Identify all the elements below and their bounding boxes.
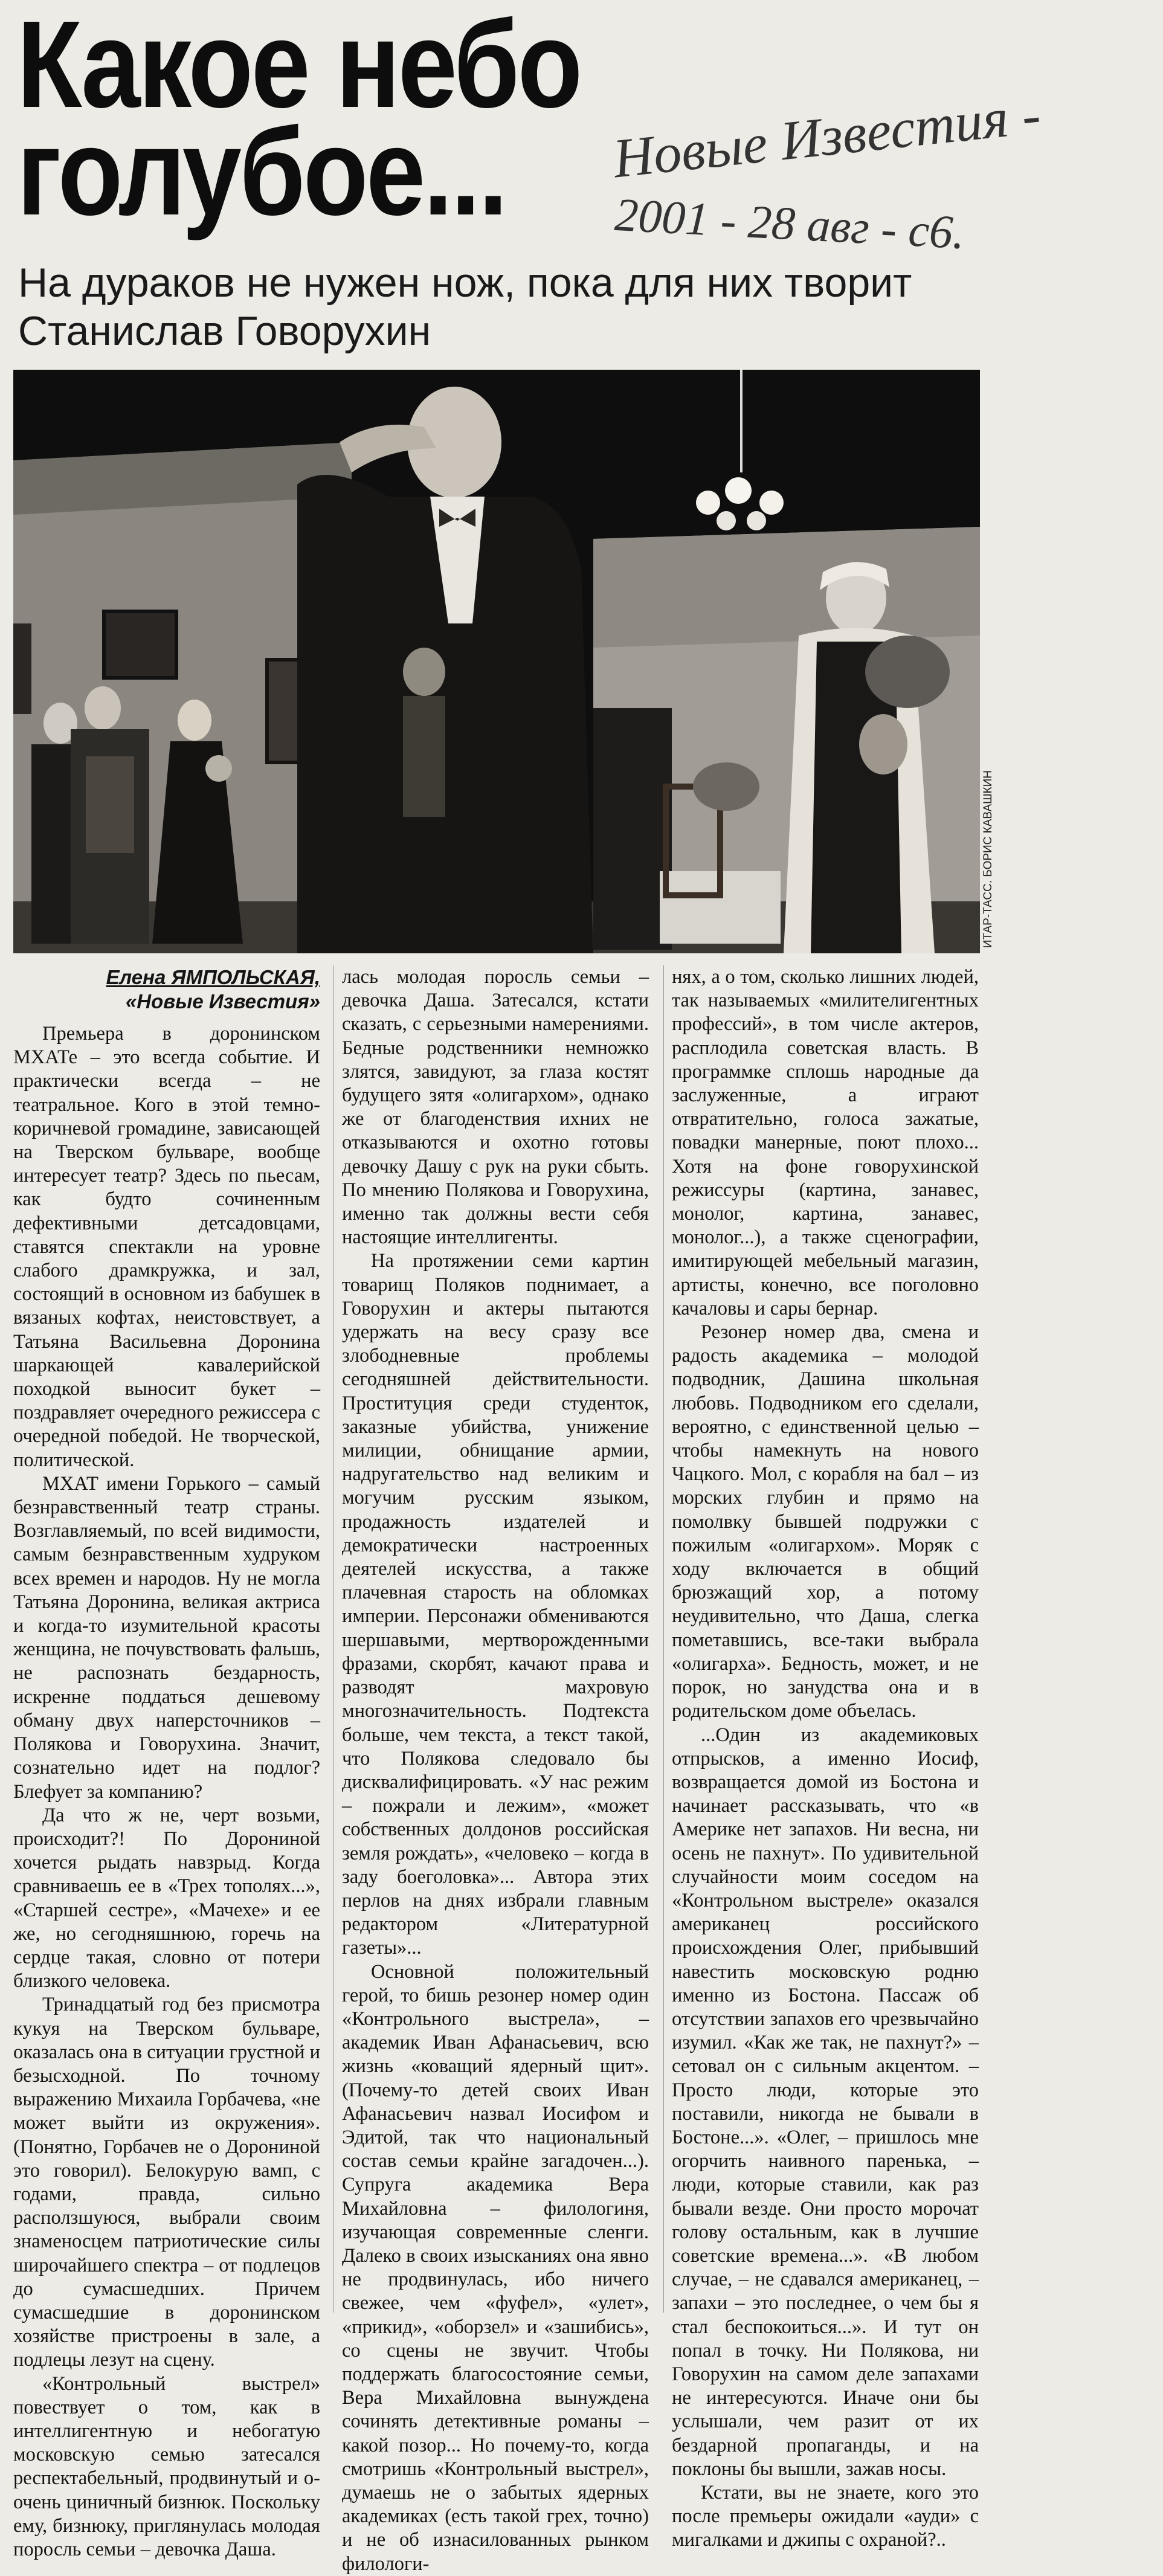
paragraph: «Контрольный выстрел» повествует о том, как в интеллигентную и небогатую московскую семью затесался респектабельный, продвинутый и о-очень циничный бизнюк. Поскольку ему, бизнюку, приглянулась молодая поросль семьи – девочка Даша. (13, 2372, 320, 2560)
paragraph: Да что ж не, черт возьми, происходит?! По Дорониной хочется рыдать навзрыд. Когда сравниваешь ее в «Трех тополях...», «Старшей сестре», «Мачехе» и ее же, но сегодняшнюю, горечь на сердце такая, словно от потери близкого человека. (13, 1804, 320, 1992)
handwritten-note-line-1: Новые Известия - (610, 83, 1044, 190)
subheadline (18, 259, 961, 355)
paragraph: Кстати, вы не знаете, кого это после премьеры ожидали «ауди» с мигалками и джипы с охраной?.. (672, 2482, 979, 2551)
photo-credit (982, 752, 1163, 948)
paragraph: лась молодая поросль семьи – девочка Даша. Затесался, кстати сказать, с серьезными намерениями. Бедные родственники немножко злятся, завидуют, за глаза костят будущего зятя «олигархом», однако же от благоденствия ихних не отказываются и охотно готовы девочку Дашу с рук на руки сбыть. По мнению Полякова и Говорухина, именно так должны вести себя настоящие интеллигенты. (342, 966, 649, 1249)
column-divider (333, 965, 334, 2313)
byline-outlet: «Новые Известия» (125, 990, 320, 1013)
paragraph: ...Один из академиковых отпрысков, а именно Иосиф, возвращается домой из Бостона и начинает рассказывать, что «в Америке нет запахов. Ни весна, ни осень не пахнут». По удивительной случайности моим соседом на «Контрольном выстреле» оказался американец российского происхождения Олег, прибывший навестить московскую родню именно из Бостона. Пассаж об отсутствии запахов его чрезвычайно изумил. «Как же так, не пахнут?» – сетовал он с сильным акцентом. – Просто люди, которые это поставили, никогда не бывали в Бостоне...». «Олег, – пришлось мне огорчить наивного паренька, – люди, которые ставили, как раз бывали везде. Они просто морочат голову остальным, как в лучшие советские времена...». «В любом случае, – не сдавался американец, – запахи – это последнее, о чем бы я стал беспокоиться...». И тут он попал в точку. Ни Полякова, ни Говорухин на самом деле запахами не интересуются. Иначе они бы услышали, чем разит от их бездарной пропаганды, и на поклоны бы вышли, зажав носы. (672, 1724, 979, 2480)
subheadline-line-2: Станислав Говорухин (18, 308, 431, 354)
byline (13, 965, 320, 1014)
photo-credit-text: ИТАР-ТАСС. БОРИС КАВАШКИН (982, 770, 994, 948)
stage-photo-illustration (13, 370, 980, 953)
article-column-1 (13, 965, 320, 2560)
subheadline-line-1: На дураков не нужен нож, пока для них творит (18, 260, 912, 306)
paragraph: Основной положительный герой, то бишь резонер номер один «Контрольного выстрела», – академик Иван Афанасьевич, всю жизнь «коващий ядерный щит». (Почему-то детей своих Иван Афанасьевич назвал Иосифом и Эдитой, так что национальный состав семьи крайне загадочен...). Супруга академика Вера Михайловна – филологиня, изучающая современные сленги. Далеко в своих изысканиях она явно не продвинулась, ибо ничего свежее, чем «фуфел», «улет», «прикид», «оборзел» и «зашибись», со сцены не звучит. Чтобы поддержать благосостояние семьи, Вера Михайловна вынуждена сочинять детективные романы – какой позор... Но почему-то, когда смотришь «Контрольный выстрел», думаешь не о забытых ядерных академиках (есть такой грех, точно) и не об изнасилованных рынком филологи- (342, 1960, 649, 2575)
stage-photo (13, 370, 980, 953)
handwritten-note (610, 83, 1044, 266)
byline-author: Елена ЯМПОЛЬСКАЯ, (106, 966, 320, 988)
paragraph: Тринадцатый год без присмотра кукуя на Тверском бульваре, оказалась она в ситуации грустной и безысходной. По точному выражению Михаила Горбачева, «не может выйти из окружения». (Понятно, Горбачев не о Дорониной это говорил). Белокурую вамп, с годами, правда, сильно расползшуюся, выбрали своим знаменосцем патриотические силы широчайшего спектра – от подлецов до сумасшедших. Причем сумасшедшие в доронинском хозяйстве пристроены в зале, а подлецы лезут на сцену. (13, 1994, 320, 2371)
headline-line-1: Какое небо (17, 0, 581, 134)
paragraph: Резонер номер два, смена и радость академика – молодой подводник, Дашина школьная любовь. Подводником его сделали, вероятно, с единственной целью – чтобы намекнуть на нового Чацкого. Мол, с корабля на бал – из морских глубин и прямо на помолвку бывшей подружки с пожилым «олигархом». Моряк с ходу включается в общий брюзжащий хор, а потому неудивительно, что Даша, слегка пометавшись, все-таки выбрала «олигарха». Бедность, может, и не порок, но занудства она и в родительском доме объелась. (672, 1321, 979, 1722)
column-divider (663, 965, 664, 2313)
paragraph: На протяжении семи картин товарищ Поляков поднимает, а Говорухин и актеры пытаются удержать на весу сразу все злободневные проблемы сегодняшней действительности. Проституция среди студенток, заказные убийства, унижение милиции, обнищание армии, надругательство над великим и могучим русским языком, продажность издателей и демократически настроенных деятелей искусства, а также плачевная старость на обломках империи. Персонажи обмениваются шершавыми, мертворожденными фразами, скорбят, качают права и разводят махровую многозначительность. Подтекста больше, чем текста, а текст такой, что Полякова следовало бы дисквалифицировать. «У нас режим – пожрали и лежим», «может собственных долдонов российская земля рождать», «человеко – когда в заду боеголовка»... Автора этих перлов на днях избрали главным редактором «Литературной газеты»... (342, 1250, 649, 1959)
handwritten-note-line-2: 2001 - 28 авг - с6. (613, 187, 967, 259)
headline-line-2: голубое... (17, 103, 506, 241)
paragraph: МХАТ имени Горького – самый безнравственный театр страны. Возглавляемый, по всей видимости, самым безнравственным худруком всех времен и народов. Ну не могла Татьяна Доронина, великая актриса и когда-то изумительной красоты женщина, не почувствовать фальшь, не распознать бездарность, искренне поддаться дешевому обману двух наперсточников – Полякова и Говорухина. Значит, сознательно идет на подлог? Блефует за компанию? (13, 1472, 320, 1803)
paragraph: Премьера в доронинском МХАТе – это всегда событие. И практически всегда – не театральное. Кого в этой темно-коричневой громадине, зависающей на Тверском бульваре, вообще интересует театр? Здесь по пьесам, как будто сочиненным дефективными детсадовцами, ставятся спектакли на уровне слабого драмкружка, и зал, состоящий в основном из бабушек в вязаных кофтах, неистовствует, а Татьяна Васильевна Доронина шаркающей кавалерийской походкой выносит букет – поздравляет очередного режиссера с очередной победой. Не творческой, политической. (13, 1023, 320, 1471)
paragraph: нях, а о том, сколько лишних людей, так называемых «милителигентных профессий», в том числе актеров, расплодила советская власть. В программке сплошь народные да заслуженные, а играют отвратительно, голоса зажатые, повадки манерные, поют плохо... Хотя на фоне говорухинской режиссуры (картина, занавес, монолог, картина, занавес, монолог...), а также сценографии, имитирующей мебельный магазин, артисты, конечно, все поголовно качаловы и сары бернар. (672, 966, 979, 1319)
article-column-2 (342, 965, 649, 2575)
article-column-3 (672, 965, 979, 2551)
